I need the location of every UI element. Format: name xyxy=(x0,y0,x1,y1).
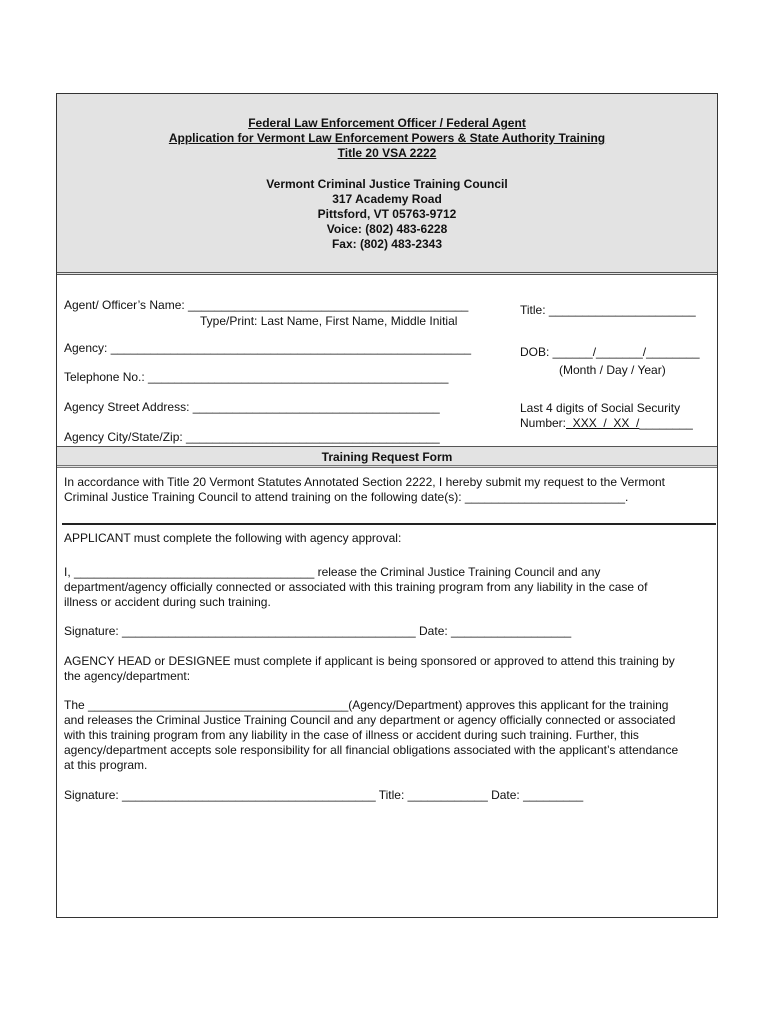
header-separator xyxy=(57,272,717,275)
section-divider xyxy=(62,523,716,525)
form-title-line2: Application for Vermont Law Enforcement Powers & State Authority Training xyxy=(168,131,606,145)
city-state-zip-field[interactable]: Agency City/State/Zip: ______________________________________ xyxy=(64,430,440,444)
street-address-field[interactable]: Agency Street Address: _____________________________________ xyxy=(64,400,440,414)
ssn-field[interactable] xyxy=(520,416,693,430)
title-field[interactable]: Title: ______________________ xyxy=(520,303,696,317)
ssn-label: Last 4 digits of Social Security xyxy=(520,401,681,415)
org-fax: Fax: (802) 483-2343 xyxy=(331,237,443,251)
officer-name-field[interactable]: Agent/ Officer’s Name: __________________________________________ xyxy=(64,298,469,312)
ssn-blank: ________ xyxy=(639,416,693,430)
approval-text-line5: at this program. xyxy=(64,758,148,772)
release-text-line2: department/agency officially connected or associated with this training program from any liability in the case of xyxy=(64,580,648,594)
release-name-field[interactable]: I, ____________________________________ release the Criminal Justice Training Council and any xyxy=(64,565,601,579)
approval-text-line2: and releases the Criminal Justice Training Council and any department or agency officially connected or associated xyxy=(64,713,676,727)
applicant-heading: APPLICANT must complete the following with agency approval: xyxy=(64,531,402,545)
agency-heading-line2: the agency/department: xyxy=(64,669,191,683)
org-voice: Voice: (802) 483-6228 xyxy=(326,222,448,236)
agency-heading-line1: AGENCY HEAD or DESIGNEE must complete if applicant is being sponsored or approved to attend this training by xyxy=(64,654,675,668)
release-text-line3: illness or accident during such training. xyxy=(64,595,271,609)
applicant-signature-field[interactable]: Signature: ____________________________________________ Date: __________________ xyxy=(64,624,572,638)
telephone-field[interactable]: Telephone No.: _____________________________________________ xyxy=(64,370,449,384)
form-title-line1: Federal Law Enforcement Officer / Federal Agent xyxy=(248,116,526,130)
ssn-number-label: Number: xyxy=(520,416,567,430)
org-name: Vermont Criminal Justice Training Council xyxy=(266,177,508,191)
dob-hint: (Month / Day / Year) xyxy=(559,363,666,377)
dob-field[interactable]: DOB: ______/_______/________ xyxy=(520,345,700,359)
approval-text-line4: agency/department accepts sole responsibility for all financial obligations associated with the applicant’s attendance xyxy=(64,743,679,757)
agency-signature-field[interactable]: Signature: ______________________________________ Title: ____________ Date: _________ xyxy=(64,788,584,802)
org-address1: 317 Academy Road xyxy=(332,192,442,206)
agency-field[interactable]: Agency: ______________________________________________________ xyxy=(64,341,472,355)
org-address2: Pittsford, VT 05763-9712 xyxy=(317,207,457,221)
officer-name-hint: Type/Print: Last Name, First Name, Middle Initial xyxy=(200,314,458,328)
training-dates-field[interactable]: Criminal Justice Training Council to attend training on the following date(s): ________________________. xyxy=(64,490,629,504)
form-title-line3: Title 20 VSA 2222 xyxy=(337,146,437,160)
agency-department-field[interactable]: The _______________________________________(Agency/Department) approves this applicant for the training xyxy=(64,698,669,712)
approval-text-line3: with this training program from any liability in the case of illness or accident during such training. Further, this xyxy=(64,728,639,742)
training-request-title: Training Request Form xyxy=(321,450,453,464)
ssn-value: XXX / XX / xyxy=(566,416,640,430)
accordance-text-line1: In accordance with Title 20 Vermont Statutes Annotated Section 2222, I hereby submit my request to the Vermont xyxy=(64,475,666,489)
